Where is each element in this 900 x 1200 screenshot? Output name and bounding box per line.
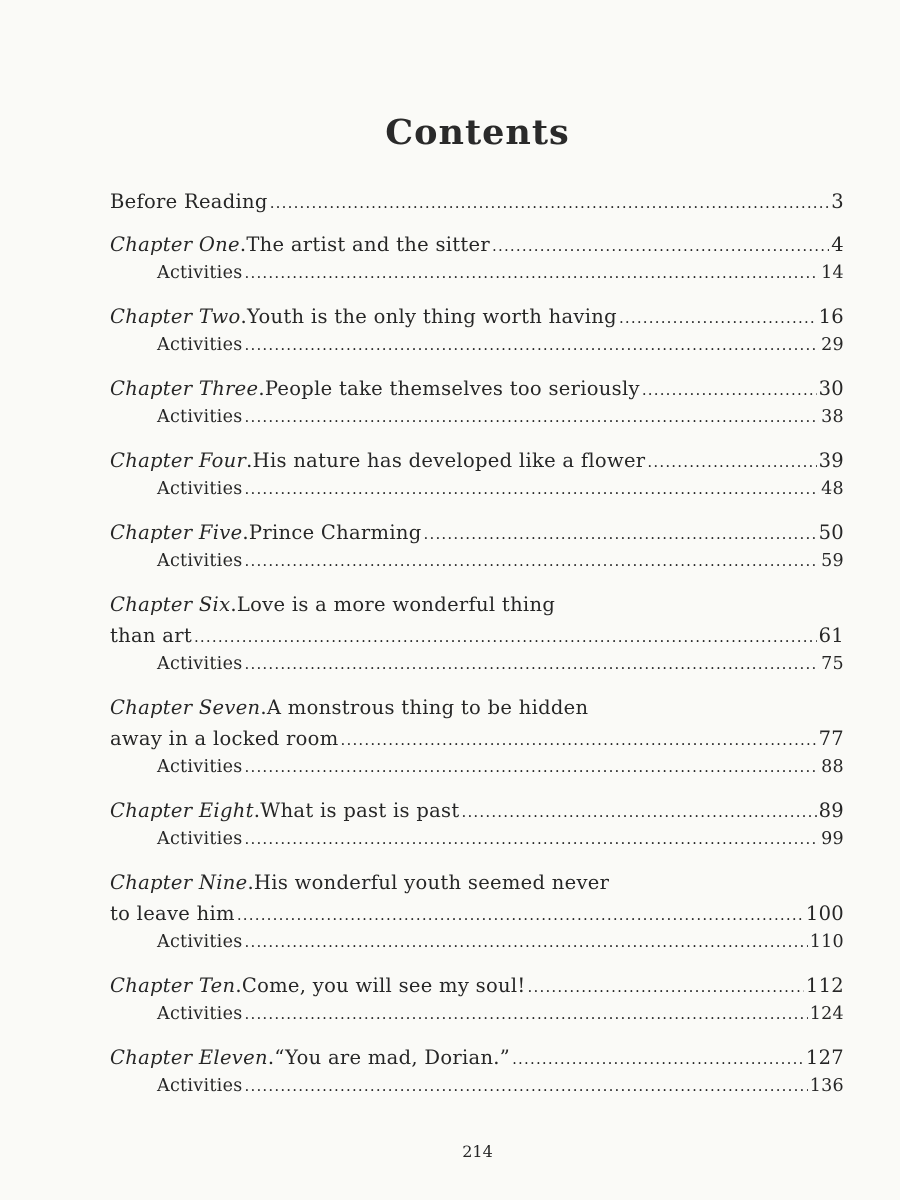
chapter-title: Love is a more wonderful thing [236, 593, 556, 616]
dot-leader [245, 259, 820, 288]
toc-activities-entry [110, 547, 844, 576]
dot-leader [237, 901, 804, 930]
table-of-contents [110, 187, 844, 1101]
dot-leader [245, 1072, 808, 1101]
toc-page-number: 38 [821, 407, 844, 427]
activities-label: Activities [157, 829, 243, 849]
toc-page-number: 50 [818, 521, 844, 544]
chapter-title: The artist and the sitter [246, 233, 491, 256]
chapter-separator: . [258, 377, 265, 400]
toc-page-number: 3 [831, 190, 844, 213]
chapter-title: Prince Charming [248, 521, 422, 544]
chapter-title: People take themselves too seriously [264, 377, 640, 400]
toc-activities-entry [110, 650, 844, 679]
chapter-number: Chapter Ten [110, 974, 236, 997]
dot-leader [461, 798, 816, 827]
chapter-number: Chapter Five [110, 521, 243, 544]
dot-leader [492, 232, 829, 261]
toc-chapter-entry [110, 899, 844, 928]
dot-leader [245, 650, 820, 679]
chapter-title: What is past is past [260, 799, 460, 822]
toc-chapter-entry [110, 796, 844, 825]
dot-leader [528, 973, 804, 1002]
toc-chapter-entry [110, 621, 844, 650]
chapter-separator: . [235, 974, 242, 997]
dot-leader [647, 448, 816, 477]
toc-page-number: 16 [818, 305, 844, 328]
chapter-separator: . [247, 871, 254, 894]
dot-leader [245, 928, 808, 957]
chapter-number: Chapter Three [110, 377, 259, 400]
toc-page-number: 136 [809, 1076, 844, 1096]
toc-chapter-entry [110, 230, 844, 259]
chapter-title: Come, you will see my soul! [241, 974, 526, 997]
toc-chapter-entry [110, 590, 844, 619]
chapter-separator: . [239, 233, 247, 256]
chapter-separator: . [253, 799, 261, 822]
dot-leader [245, 403, 820, 432]
toc-activities-entry [110, 753, 844, 782]
toc-page-number: 48 [821, 479, 844, 499]
chapter-title: His wonderful youth seemed never [253, 871, 610, 894]
toc-page-number: 61 [818, 624, 844, 647]
toc-page-number: 89 [818, 799, 844, 822]
chapter-number: Chapter Four [110, 449, 247, 472]
dot-leader [642, 376, 817, 405]
activities-label: Activities [157, 479, 243, 499]
toc-page-number: 100 [805, 902, 844, 925]
toc-chapter-entry [110, 1043, 844, 1072]
activities-label: Activities [157, 551, 243, 571]
chapter-number: Chapter Eight [110, 799, 254, 822]
toc-chapter-entry [110, 971, 844, 1000]
page-number: 214 [462, 1142, 493, 1161]
dot-leader [245, 475, 820, 504]
dot-leader [619, 304, 817, 333]
chapter-separator: . [267, 1046, 275, 1069]
toc-chapter-entry [110, 868, 844, 897]
toc-page-number: 39 [818, 449, 844, 472]
toc-entry [110, 187, 844, 216]
dot-leader [194, 623, 817, 652]
dot-leader [245, 825, 820, 854]
toc-chapter-entry [110, 446, 844, 475]
chapter-number: Chapter Seven [110, 696, 261, 719]
toc-chapter-entry [110, 374, 844, 403]
toc-page-number: 59 [821, 551, 844, 571]
toc-activities-entry [110, 928, 844, 957]
toc-page-number: 99 [821, 829, 844, 849]
chapter-separator: . [260, 696, 267, 719]
dot-leader [512, 1045, 804, 1074]
chapter-title: Youth is the only thing worth having [247, 305, 617, 328]
dot-leader [245, 547, 820, 576]
chapter-title: “You are mad, Dorian.” [274, 1046, 511, 1069]
chapter-title: than art [110, 624, 192, 647]
toc-page-number: 88 [821, 757, 844, 777]
activities-label: Activities [157, 335, 243, 355]
toc-activities-entry [110, 825, 844, 854]
chapter-separator: . [240, 305, 248, 328]
dot-leader [245, 331, 820, 360]
toc-activities-entry [110, 259, 844, 288]
activities-label: Activities [157, 757, 243, 777]
toc-activities-entry [110, 475, 844, 504]
chapter-number: Chapter One [110, 233, 240, 256]
chapter-title: away in a locked room [110, 727, 339, 750]
toc-page-number: 124 [809, 1004, 844, 1024]
activities-label: Activities [157, 263, 243, 283]
activities-label: Activities [157, 1076, 243, 1096]
toc-page-number: 110 [809, 932, 844, 952]
chapter-number: Chapter Eleven [110, 1046, 268, 1069]
toc-page-number: 75 [821, 654, 844, 674]
toc-activities-entry [110, 331, 844, 360]
chapter-number: Chapter Two [110, 305, 241, 328]
chapter-title: His nature has developed like a flower [252, 449, 646, 472]
toc-chapter-entry [110, 518, 844, 547]
toc-page-number: 77 [818, 727, 844, 750]
toc-activities-entry [110, 1072, 844, 1101]
chapter-number: Chapter Six [110, 593, 231, 616]
toc-page-number: 29 [821, 335, 844, 355]
chapter-separator: . [230, 593, 237, 616]
toc-page-number: 112 [805, 974, 844, 997]
dot-leader [341, 726, 817, 755]
chapter-separator: . [242, 521, 249, 544]
toc-page-number: 14 [821, 263, 844, 283]
toc-chapter-entry [110, 724, 844, 753]
toc-activities-entry [110, 1000, 844, 1029]
chapter-separator: . [246, 449, 253, 472]
toc-entry-label: Before Reading [110, 190, 268, 213]
toc-chapter-entry [110, 302, 844, 331]
activities-label: Activities [157, 654, 243, 674]
chapter-number: Chapter Nine [110, 871, 248, 894]
toc-page-number: 30 [818, 377, 844, 400]
activities-label: Activities [157, 1004, 243, 1024]
page-title: Contents [385, 112, 570, 153]
dot-leader [245, 1000, 808, 1029]
toc-page-number: 127 [805, 1046, 844, 1069]
toc-activities-entry [110, 403, 844, 432]
chapter-title: A monstrous thing to be hidden [266, 696, 589, 719]
activities-label: Activities [157, 407, 243, 427]
toc-chapter-entry [110, 693, 844, 722]
dot-leader [424, 520, 817, 549]
activities-label: Activities [157, 932, 243, 952]
dot-leader [245, 753, 820, 782]
chapter-title: to leave him [110, 902, 235, 925]
toc-page-number: 4 [831, 233, 844, 256]
dot-leader [270, 189, 830, 218]
